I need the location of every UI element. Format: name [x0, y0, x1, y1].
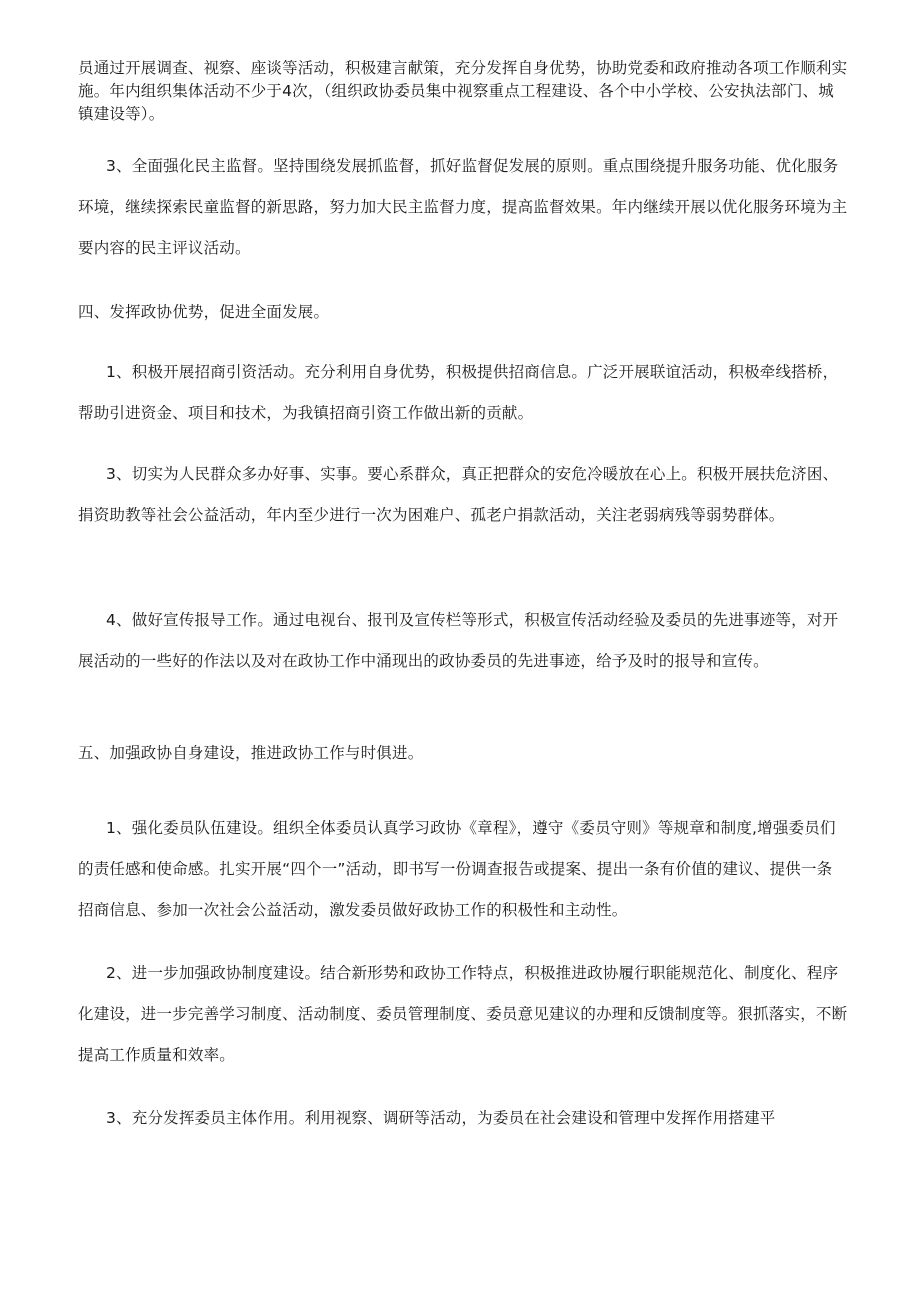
paragraph-investment: 1、积极开展招商引资活动。充分利用自身优势，积极提供招商信息。广泛开展联谊活动，积极牵线搭桥，帮助引进资金、项目和技术，为我镇招商引资工作做出新的贡献。 — [78, 363, 839, 422]
paragraph-publicity: 4、做好宣传报导工作。通过电视台、报刊及宣传栏等形式，积极宣传活动经验及委员的先进事迹等，对开展活动的一些好的作法以及对在政协工作中涌现出的政协委员的先进事迹，给予及时的报导和宣传。 — [78, 611, 839, 670]
paragraph-member-role: 3、充分发挥委员主体作用。利用视察、调研等活动，为委员在社会建设和管理中发挥作用搭建平 — [106, 1109, 776, 1127]
paragraph-team-building: 1、强化委员队伍建设。组织全体委员认真学习政协《章程》，遵守《委员守则》等规章和制度,增强委员们的责任感和使命感。扎实开展“四个一”活动，即书写一份调查报告或提案、提出一条有价值的建议、提供一条招商信息、参加一次社会公益活动，激发委员做好政协工作的积极性和主动性。 — [78, 819, 836, 919]
section-heading-4: 四、发挥政协优势，促进全面发展。 — [78, 303, 330, 321]
paragraph-system-building: 2、进一步加强政协制度建设。结合新形势和政协工作特点，积极推进政协履行职能规范化、制度化、程序化建设，进一步完善学习制度、活动制度、委员管理制度、委员意见建议的办理和反馈制度等。狠抓落实，不断提高工作质量和效率。 — [78, 964, 848, 1064]
paragraph-continuation: 员通过开展调查、视察、座谈等活动，积极建言献策，充分发挥自身优势，协助党委和政府推动各项工作顺利实施。年内组织集体活动不少于4次，（组织政协委员集中视察重点工程建设、各个中小学校、公安执法部门、城镇建设等）。 — [78, 59, 848, 123]
paragraph-public-welfare: 3、切实为人民群众多办好事、实事。要心系群众，真正把群众的安危冷暖放在心上。积极开展扶危济困、捐资助教等社会公益活动，年内至少进行一次为困难户、孤老户捐款活动，关注老弱病残等弱势群体。 — [78, 465, 839, 524]
section-heading-5: 五、加强政协自身建设，推进政协工作与时俱进。 — [78, 744, 424, 762]
paragraph-democratic-supervision: 3、全面强化民主监督。坚持围绕发展抓监督，抓好监督促发展的原则。重点围绕提升服务功能、优化服务环境，继续探索民童监督的新思路，努力加大民主监督力度，提高监督效果。年内继续开展以优化服务环境为主要内容的民主评议活动。 — [78, 157, 848, 257]
